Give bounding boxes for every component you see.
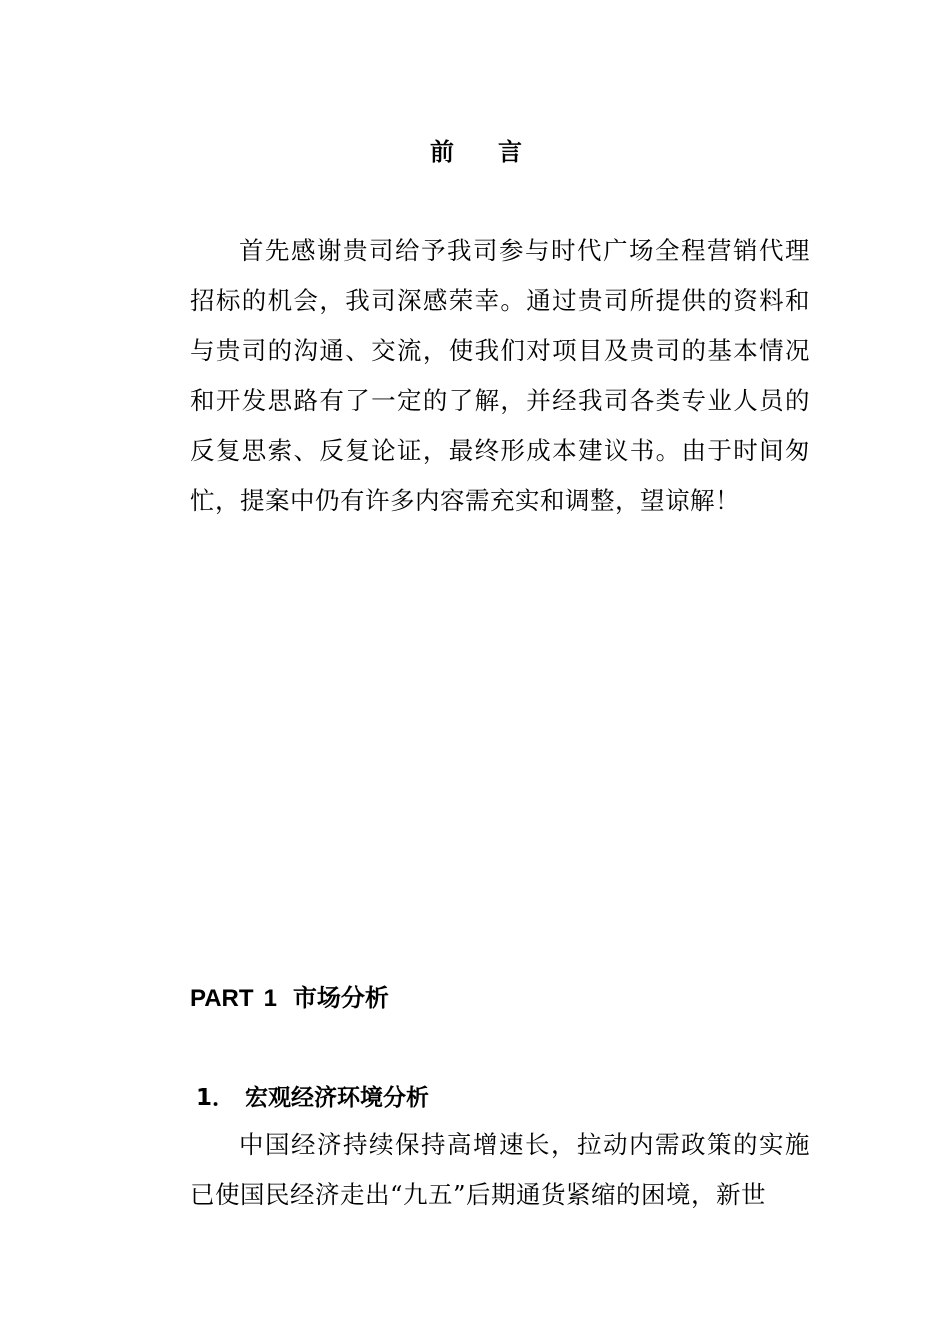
part-label: PART <box>190 985 254 1012</box>
section-heading <box>196 1080 429 1116</box>
section-number: 1． <box>196 1085 236 1111</box>
part-title: 市场分析 <box>292 984 389 1012</box>
section-paragraph: 中国经济持续保持高增速长，拉动内需政策的实施已使国民经济走出“九五”后期通货紧缩的困境，新世 <box>190 1130 810 1209</box>
preface-title: 前言 <box>430 138 566 166</box>
section-title: 宏观经济环境分析 <box>245 1085 430 1111</box>
preface-paragraph: 首先感谢贵司给予我司参与时代广场全程营销代理招标的机会，我司深感荣幸。通过贵司所提供的资料和与贵司的沟通、交流，使我们对项目及贵司的基本情况和开发思路有了一定的了解，并经我司各类专业人员的反复思索、反复论证，最终形成本建议书。由于时间匆忙，提案中仍有许多内容需充实和调整，望谅解！ <box>190 236 810 515</box>
part-number: 1 <box>263 985 277 1012</box>
part-heading <box>190 980 389 1017</box>
